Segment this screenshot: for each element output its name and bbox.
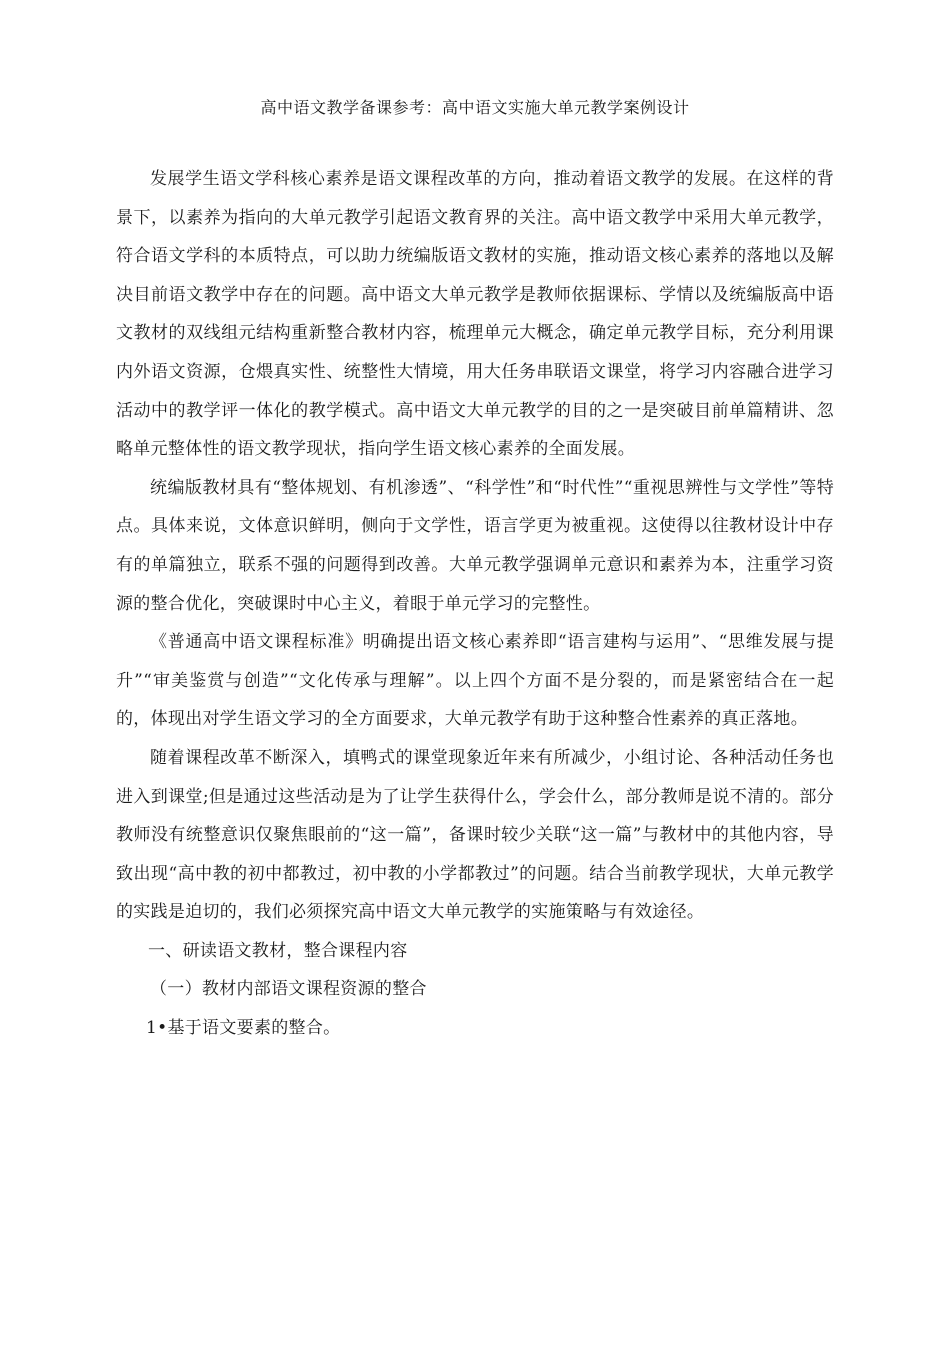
paragraph-3: 《普通高中语文课程标准》明确提出语文核心素养即“语言建构与运用”、“思维发展与提升”“审美鉴赏与创造”“文化传承与理解”。以上四个方面不是分裂的，而是紧密结合在一起的，体现出对学生语文学习的全方面要求，大单元教学有助于这种整合性素养的真正落地。: [116, 632, 834, 730]
paragraph-1: 发展学生语文学科核心素养是语文课程改革的方向，推动着语文教学的发展。在这样的背景下，以素养为指向的大单元教学引起语文教育界的关注。高中语文教学中采用大单元教学，符合语文学科的本质特点，可以助力统编版语文教材的实施，推动语文核心素养的落地以及解决目前语文教学中存在的问题。高中语文大单元教学是教师依据课标、学情以及统编版高中语文教材的双线组元结构重新整合教材内容，梳理单元大概念，确定单元教学目标，充分利用课内外语文资源，仓煨真实性、统整性大情境，用大任务串联语文课堂，将学习内容融合进学习活动中的教学评一体化的教学模式。高中语文大单元教学的目的之一是突破目前单篇精讲、忽略单元整体性的语文教学现状，指向学生语文核心素养的全面发展。: [116, 169, 834, 460]
document-title: 高中语文教学备课参考：高中语文实施大单元教学案例设计: [260, 98, 690, 117]
paragraph-4: 随着课程改革不断深入，填鸭式的课堂现象近年来有所减少，小组讨论、各种活动任务也进入到课堂;但是通过这些活动是为了让学生获得什么，学会什么，部分教师是说不清的。部分教师没有统整意识仅聚焦眼前的“这一篇”，备课时较少关联“这一篇”与教材中的其他内容，导致出现“高中教的初中都教过，初中教的小学都教过”的问题。结合当前教学现状，大单元教学的实践是迫切的，我们必须探究高中语文大单元教学的实施策略与有效途径。: [116, 747, 834, 923]
subsubsection-heading: 1•基于语文要素的整合。: [146, 1018, 341, 1039]
paragraph-2: 统编版教材具有“整体规划、有机渗透”、“科学性”和“时代性”“重视思辨性与文学性”等特点。具体来说，文体意识鲜明，侧向于文学性，语言学更为被重视。这使得以往教材设计中存有的单篇独立，联系不强的问题得到改善。大单元教学强调单元意识和素养为本，注重学习资源的整合优化，突破课时中心主义，着眼于单元学习的完整性。: [116, 477, 834, 614]
subsection-heading: （一）教材内部语文课程资源的整合: [150, 979, 427, 1000]
section-heading: 一、研读语文教材，整合课程内容: [148, 940, 408, 961]
